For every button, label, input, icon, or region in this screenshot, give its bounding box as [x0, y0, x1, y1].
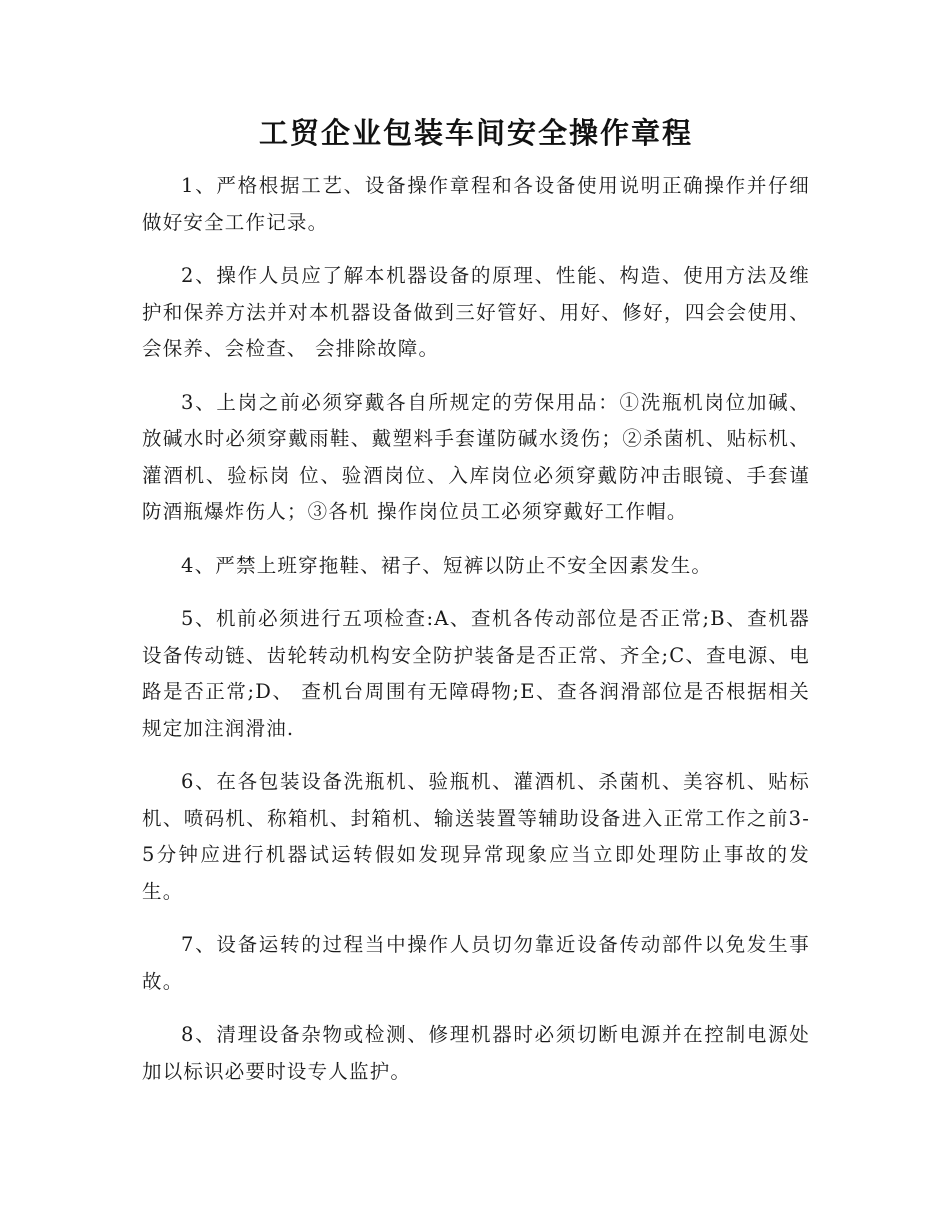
clause-5: 5、机前必须进行五项检查:A、查机各传动部位是否正常;B、查机器设备传动链、齿轮转动机构安全防护装备是否正常、齐全;C、查电源、电路是否正常;D、 查机台周围有无障碍物;E、查各润滑部位是否根据相关规定加注润滑油.: [142, 607, 810, 740]
document-title: 工贸企业包装车间安全操作章程: [258, 116, 693, 150]
clause-7: 7、设备运转的过程当中操作人员切勿靠近设备传动部件以免发生事故。: [142, 933, 810, 993]
clause-2: 2、操作人员应了解本机器设备的原理、性能、构造、使用方法及维护和保养方法并对本机器设备做到三好管好、用好、修好，四会会使用、会保养、会检查、 会排除故障。: [142, 264, 810, 360]
clause-8: 8、清理设备杂物或检测、修理机器时必须切断电源并在控制电源处加以标识必要时设专人监护。: [142, 1023, 810, 1083]
clause-6: 6、在各包装设备洗瓶机、验瓶机、灌酒机、杀菌机、美容机、贴标机、喷码机、称箱机、封箱机、输送装置等辅助设备进入正常工作之前3-5分钟应进行机器试运转假如发现异常现象应当立即处理防止事故的发生。: [142, 770, 810, 903]
clause-4: 4、严禁上班穿拖鞋、裙子、短裤以防止不安全因素发生。: [181, 553, 713, 577]
clause-1: 1、严格根据工艺、设备操作章程和各设备使用说明正确操作并仔细做好安全工作记录。: [142, 174, 810, 234]
clause-3: 3、上岗之前必须穿戴各自所规定的劳保用品：①洗瓶机岗位加碱、放碱水时必须穿戴雨鞋、戴塑料手套谨防碱水烫伤；②杀菌机、贴标机、灌酒机、验标岗 位、验酒岗位、入库岗位必须穿戴防冲击眼镜、手套谨防酒瓶爆炸伤人；③各机 操作岗位员工必须穿戴好工作帽。: [142, 390, 810, 523]
